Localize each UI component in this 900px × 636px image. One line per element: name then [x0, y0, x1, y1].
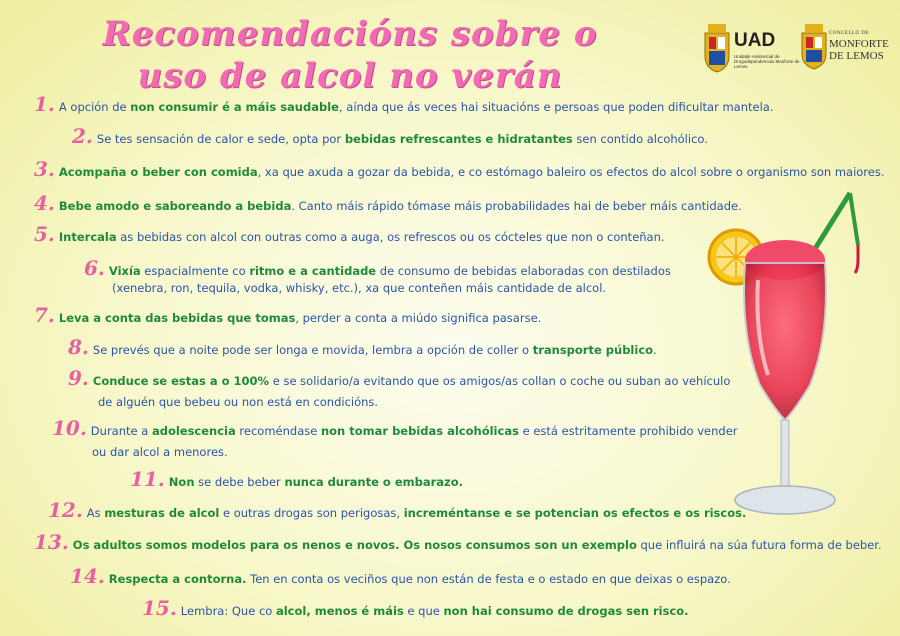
highlighted-text: Acompaña o beber con comida	[58, 165, 258, 179]
page-title-line-2: uso de alcol no verán	[137, 56, 563, 96]
item-number: 1.	[34, 92, 55, 116]
recommendation-item	[34, 222, 665, 246]
recommendation-item	[52, 416, 738, 440]
item-number: 6.	[84, 256, 105, 280]
highlighted-text: Vixía	[108, 264, 141, 278]
item-text: espacialmente co	[140, 264, 250, 278]
recommendation-item	[34, 157, 885, 181]
item-number: 13.	[34, 530, 69, 554]
highlighted-text: Bebe amodo e saboreando a bebida	[58, 199, 292, 213]
highlighted-text: non hai consumo de drogas sen risco.	[443, 604, 689, 618]
page-title-line-1: Recomendacións sobre o	[102, 14, 598, 54]
uad-logo-subtitle: Unidade Asistencial de Drogodependencias Monforte de Lemos	[734, 54, 800, 69]
highlighted-text: Respecta a contorna.	[108, 572, 247, 586]
concello-logo-line-3: DE LEMOS	[829, 50, 884, 62]
item-text: as bebidas con alcol con outras como a auga, os refrescos ou os cócteles que non o conteñan.	[116, 230, 665, 244]
uad-coat-of-arms-icon	[702, 24, 732, 74]
item-text: de consumo de bebidas elaboradas con destilados	[376, 264, 671, 278]
item-number: 11.	[130, 467, 165, 491]
item-text: Ten en conta os veciños que non están de festa e o estado en que deixas o espazo.	[246, 572, 731, 586]
item-text: recoméndase	[235, 424, 321, 438]
highlighted-text: non consumir é a máis saudable	[130, 100, 339, 114]
recommendation-item	[34, 530, 882, 554]
highlighted-text: non tomar bebidas alcohólicas	[320, 424, 519, 438]
recommendation-item	[34, 92, 774, 116]
highlighted-text: mesturas de alcol	[104, 506, 220, 520]
item-text: Se tes sensación de calor e sede, opta por	[96, 132, 345, 146]
highlighted-text: Leva a conta das bebidas que tomas	[58, 311, 296, 325]
recommendation-item	[34, 191, 742, 215]
item-number: 9.	[68, 366, 89, 390]
recommendation-item	[34, 303, 541, 327]
item-number: 8.	[68, 335, 89, 359]
item-text: , xa que axuda a gozar da bebida, e co estómago baleiro os efectos do alcol sobre o organismo son maiores.	[257, 165, 885, 179]
recommendation-item	[130, 467, 463, 491]
concello-coat-of-arms-icon	[800, 24, 828, 70]
item-text: A opción de	[58, 100, 131, 114]
recommendation-item	[142, 596, 689, 620]
item-text: e se solidario/a evitando que os amigos/as collan o coche ou suban ao vehículo	[269, 374, 731, 388]
highlighted-text: transporte público	[532, 343, 654, 357]
item-number: 10.	[52, 416, 87, 440]
highlighted-text: ritmo e a cantidade	[249, 264, 377, 278]
highlighted-text: bebidas refrescantes e hidratantes	[344, 132, 573, 146]
recommendation-item	[84, 256, 671, 280]
highlighted-text: Os adultos somos modelos para os nenos e novos. Os nosos consumos son un exemplo	[72, 538, 637, 552]
item-text-continuation: de alguén que bebeu ou non está en condicións.	[98, 395, 379, 409]
concello-logo-line-2: MONFORTE	[829, 38, 889, 50]
item-text: As	[86, 506, 105, 520]
highlighted-text: Conduce se estas a o 100%	[92, 374, 270, 388]
highlighted-text: nunca durante o embarazo.	[284, 475, 463, 489]
item-text: Se prevés que a noite pode ser longa e movida, lembra a opción de coller o	[92, 343, 533, 357]
item-text: Lembra: Que co	[180, 604, 276, 618]
item-number: 2.	[72, 124, 93, 148]
item-text: e está estritamente prohibido vender	[518, 424, 738, 438]
item-text-continuation: (xenebra, ron, tequila, vodka, whisky, etc.), xa que conteñen máis cantidade de alcol.	[112, 281, 607, 295]
item-text: que influirá na súa futura forma de beber.	[636, 538, 882, 552]
item-text: sen contido alcohólico.	[572, 132, 708, 146]
recommendation-item	[68, 335, 657, 359]
item-number: 7.	[34, 303, 55, 327]
item-text: , aínda que ás veces hai situacións e persoas que poden dificultar mantela.	[338, 100, 774, 114]
item-text: .	[653, 343, 657, 357]
recommendation-item	[68, 366, 730, 390]
item-number: 3.	[34, 157, 55, 181]
highlighted-text: adolescencia	[151, 424, 236, 438]
item-text: . Canto máis rápido tómase máis probabilidades hai de beber máis cantidade.	[291, 199, 742, 213]
item-number: 4.	[34, 191, 55, 215]
uad-logo-text: UAD	[734, 30, 776, 51]
item-number: 14.	[70, 564, 105, 588]
item-text: se debe beber	[194, 475, 285, 489]
item-number: 5.	[34, 222, 55, 246]
item-text-continuation: ou dar alcol a menores.	[92, 445, 228, 459]
highlighted-text: Intercala	[58, 230, 117, 244]
item-number: 12.	[48, 498, 83, 522]
highlighted-text: Non	[168, 475, 195, 489]
concello-logo-line-1: CONCELLO DE	[829, 31, 870, 36]
item-text: Durante a	[90, 424, 152, 438]
item-text: e que	[403, 604, 444, 618]
item-number: 15.	[142, 596, 177, 620]
concello-logo-name	[829, 38, 889, 62]
item-text: e outras drogas son perigosas,	[219, 506, 404, 520]
recommendation-item	[70, 564, 731, 588]
highlighted-text: alcol, menos é máis	[275, 604, 404, 618]
highlighted-text: increméntanse e se potencian os efectos e os riscos.	[403, 506, 747, 520]
item-text: , perder a conta a miúdo significa pasarse.	[295, 311, 542, 325]
recommendation-item	[48, 498, 746, 522]
recommendation-item	[72, 124, 708, 148]
